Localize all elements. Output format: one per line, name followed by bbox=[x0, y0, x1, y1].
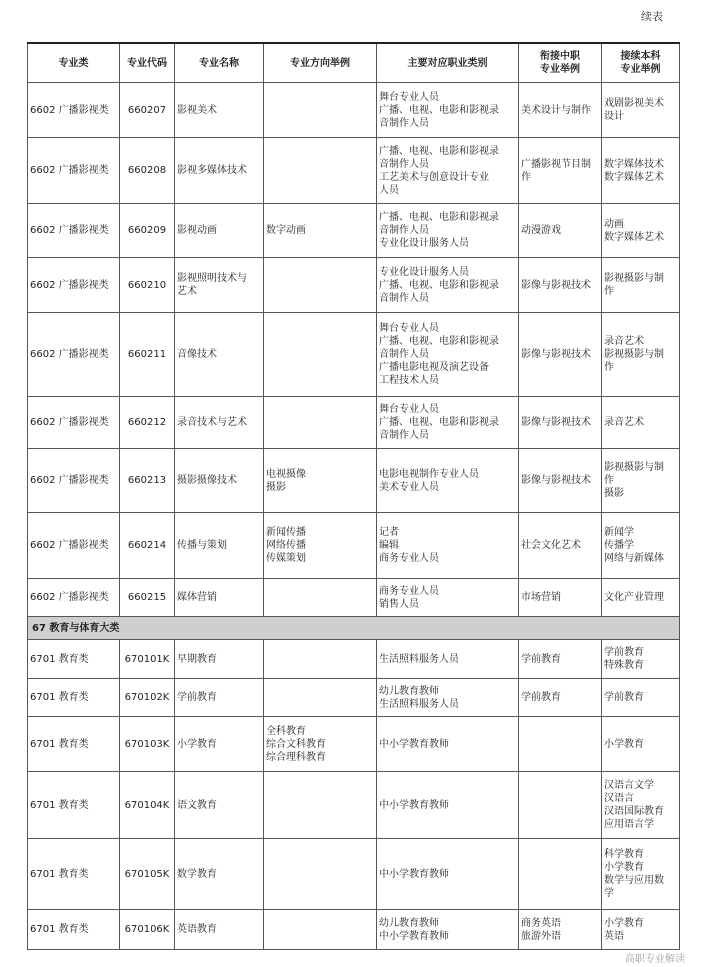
direction-cell bbox=[264, 313, 377, 397]
secondary-cell-line: 市场营销 bbox=[521, 592, 561, 603]
bachelor-cell bbox=[602, 449, 680, 513]
direction-cell bbox=[264, 449, 377, 513]
secondary-cell bbox=[519, 449, 602, 513]
bachelor-cell-line: 作 bbox=[604, 475, 614, 486]
secondary-cell bbox=[519, 513, 602, 579]
category-cell: 6602 广播影视类 bbox=[28, 449, 120, 513]
table-row bbox=[28, 204, 680, 258]
jobs-cell-line: 中小学教育教师 bbox=[379, 738, 449, 750]
code-cell: 670103K bbox=[120, 717, 175, 772]
bachelor-cell-line: 数字媒体艺术 bbox=[604, 231, 664, 243]
jobs-cell-line: 编辑 bbox=[379, 540, 399, 551]
direction-cell bbox=[264, 772, 377, 839]
bachelor-cell-line: 戏剧影视美术 bbox=[604, 98, 664, 109]
jobs-cell-line: 音制作人员 bbox=[379, 117, 429, 129]
jobs-cell-line: 舞台专业人员 bbox=[379, 91, 439, 103]
direction-cell bbox=[264, 258, 377, 313]
bachelor-cell-line: 小学教育 bbox=[604, 738, 644, 750]
jobs-cell-line: 音制作人员 bbox=[379, 430, 429, 441]
jobs-cell-line: 广播、电视、电影和影视录 bbox=[379, 104, 499, 116]
name-cell bbox=[175, 258, 264, 313]
code-cell: 660213 bbox=[120, 449, 175, 513]
table-row bbox=[28, 449, 680, 513]
bachelor-cell-line: 英语 bbox=[604, 930, 624, 942]
jobs-cell-line: 专业化设计服务人员 bbox=[379, 266, 469, 278]
bachelor-cell-line: 影视摄影与制 bbox=[604, 273, 664, 284]
jobs-cell bbox=[377, 204, 519, 258]
bachelor-cell-line: 摄影 bbox=[604, 488, 624, 499]
secondary-cell bbox=[519, 313, 602, 397]
jobs-cell-line: 中小学教育教师 bbox=[379, 868, 449, 880]
jobs-cell-line: 广播、电视、电影和影视录 bbox=[379, 212, 499, 223]
table-row bbox=[28, 640, 680, 679]
table-row bbox=[28, 83, 680, 138]
name-cell bbox=[175, 138, 264, 204]
table-row bbox=[28, 513, 680, 579]
secondary-cell-line: 学前教育 bbox=[521, 692, 561, 703]
name-cell-line: 影视多媒体技术 bbox=[177, 165, 247, 176]
jobs-cell-line: 工程技术人员 bbox=[379, 375, 439, 386]
name-cell bbox=[175, 449, 264, 513]
name-cell bbox=[175, 772, 264, 839]
jobs-cell-line: 舞台专业人员 bbox=[379, 404, 439, 415]
direction-cell-line: 新闻传播 bbox=[266, 527, 306, 538]
direction-cell bbox=[264, 83, 377, 138]
secondary-cell-line: 影像与影视技术 bbox=[521, 279, 591, 291]
direction-cell-line: 传媒策划 bbox=[266, 553, 306, 564]
name-cell-line: 录音技术与艺术 bbox=[177, 417, 247, 428]
bachelor-cell-line: 影视摄影与制 bbox=[604, 349, 664, 360]
code-cell: 660212 bbox=[120, 397, 175, 449]
jobs-cell-line: 音制作人员 bbox=[379, 349, 429, 360]
jobs-cell-line: 记者 bbox=[379, 527, 399, 538]
table-body-education bbox=[28, 640, 680, 950]
col-header-secondary-l2: 专业举例 bbox=[540, 64, 580, 75]
name-cell-line: 早期教育 bbox=[177, 653, 217, 665]
bachelor-cell-line: 小学教育 bbox=[604, 862, 644, 873]
bachelor-cell-line: 学前教育 bbox=[604, 647, 644, 658]
jobs-cell-line: 电影电视制作专业人员 bbox=[379, 468, 479, 480]
code-cell: 660214 bbox=[120, 513, 175, 579]
bachelor-cell-line: 动画 bbox=[604, 218, 624, 230]
secondary-cell bbox=[519, 204, 602, 258]
jobs-cell bbox=[377, 839, 519, 910]
code-cell: 670101K bbox=[120, 640, 175, 679]
jobs-cell-line: 生活照料服务人员 bbox=[379, 698, 459, 710]
bachelor-cell-line: 数字媒体技术 bbox=[604, 158, 664, 170]
secondary-cell-line: 影像与影视技术 bbox=[521, 417, 591, 428]
bachelor-cell bbox=[602, 679, 680, 717]
jobs-cell-line: 音制作人员 bbox=[379, 225, 429, 236]
name-cell-line: 音像技术 bbox=[177, 349, 217, 360]
name-cell bbox=[175, 513, 264, 579]
bachelor-cell-line: 应用语言学 bbox=[604, 819, 654, 830]
bachelor-cell-line: 新闻学 bbox=[604, 527, 634, 538]
bachelor-cell bbox=[602, 83, 680, 138]
table-row bbox=[28, 839, 680, 910]
jobs-cell bbox=[377, 449, 519, 513]
name-cell bbox=[175, 640, 264, 679]
category-cell: 6701 教育类 bbox=[28, 679, 120, 717]
category-cell: 6701 教育类 bbox=[28, 640, 120, 679]
bachelor-cell bbox=[602, 204, 680, 258]
direction-cell-line: 网络传播 bbox=[266, 540, 306, 551]
bachelor-cell bbox=[602, 717, 680, 772]
table-row bbox=[28, 910, 680, 950]
table-section bbox=[28, 617, 680, 640]
secondary-cell-line: 动漫游戏 bbox=[521, 225, 561, 236]
table-row bbox=[28, 579, 680, 617]
jobs-cell-line: 广播、电视、电影和影视录 bbox=[379, 145, 499, 157]
direction-cell-line: 电视摄像 bbox=[266, 468, 306, 480]
jobs-cell bbox=[377, 717, 519, 772]
table-row bbox=[28, 397, 680, 449]
name-cell bbox=[175, 910, 264, 950]
bachelor-cell-line: 传播学 bbox=[604, 540, 634, 551]
jobs-cell-line: 生活照料服务人员 bbox=[379, 653, 459, 665]
category-cell: 6602 广播影视类 bbox=[28, 204, 120, 258]
jobs-cell-line: 广播、电视、电影和影视录 bbox=[379, 279, 499, 291]
jobs-cell-line: 工艺美术与创意设计专业 bbox=[379, 171, 489, 183]
bachelor-cell bbox=[602, 138, 680, 204]
table-body-broadcast bbox=[28, 83, 680, 617]
code-cell: 670106K bbox=[120, 910, 175, 950]
code-cell: 660209 bbox=[120, 204, 175, 258]
name-cell-line: 语文教育 bbox=[177, 799, 217, 811]
table-row bbox=[28, 258, 680, 313]
secondary-cell bbox=[519, 679, 602, 717]
bachelor-cell-line: 作 bbox=[604, 286, 614, 297]
bachelor-cell-line: 学 bbox=[604, 888, 614, 899]
table-row bbox=[28, 679, 680, 717]
code-cell: 670104K bbox=[120, 772, 175, 839]
bachelor-cell bbox=[602, 313, 680, 397]
direction-cell bbox=[264, 679, 377, 717]
name-cell bbox=[175, 679, 264, 717]
direction-cell bbox=[264, 138, 377, 204]
code-cell: 660211 bbox=[120, 313, 175, 397]
category-cell: 6602 广播影视类 bbox=[28, 138, 120, 204]
direction-cell bbox=[264, 640, 377, 679]
bachelor-cell-line: 录音艺术 bbox=[604, 336, 644, 347]
secondary-cell-line: 广播影视节目制 bbox=[521, 158, 591, 170]
col-header-name: 专业名称 bbox=[175, 43, 264, 83]
secondary-cell bbox=[519, 579, 602, 617]
name-cell bbox=[175, 717, 264, 772]
name-cell-line: 影视美术 bbox=[177, 104, 217, 116]
jobs-cell bbox=[377, 910, 519, 950]
secondary-cell bbox=[519, 397, 602, 449]
bachelor-cell bbox=[602, 640, 680, 679]
name-cell bbox=[175, 204, 264, 258]
direction-cell bbox=[264, 513, 377, 579]
jobs-cell-line: 舞台专业人员 bbox=[379, 323, 439, 334]
code-cell: 670105K bbox=[120, 839, 175, 910]
jobs-cell-line: 幼儿教育教师 bbox=[379, 917, 439, 929]
name-cell-line: 影视动画 bbox=[177, 225, 217, 236]
secondary-cell-line: 学前教育 bbox=[521, 653, 561, 665]
secondary-cell bbox=[519, 910, 602, 950]
code-cell: 660207 bbox=[120, 83, 175, 138]
direction-cell-line: 数字动画 bbox=[266, 225, 306, 236]
direction-cell bbox=[264, 910, 377, 950]
secondary-cell bbox=[519, 83, 602, 138]
secondary-cell bbox=[519, 717, 602, 772]
secondary-cell-line: 影像与影视技术 bbox=[521, 475, 591, 486]
jobs-cell-line: 音制作人员 bbox=[379, 158, 429, 170]
name-cell-line: 摄影摄像技术 bbox=[177, 475, 237, 486]
name-cell-line: 媒体营销 bbox=[177, 592, 217, 603]
bachelor-cell-line: 特殊教育 bbox=[604, 660, 644, 671]
col-header-code: 专业代码 bbox=[120, 43, 175, 83]
secondary-cell-line: 商务英语 bbox=[521, 917, 561, 929]
bachelor-cell bbox=[602, 579, 680, 617]
category-cell: 6602 广播影视类 bbox=[28, 579, 120, 617]
table-header-row bbox=[28, 43, 680, 83]
name-cell-line: 传播与策划 bbox=[177, 540, 227, 551]
name-cell bbox=[175, 313, 264, 397]
secondary-cell bbox=[519, 258, 602, 313]
code-cell: 660208 bbox=[120, 138, 175, 204]
jobs-cell-line: 商务专业人员 bbox=[379, 585, 439, 597]
bachelor-cell-line: 小学教育 bbox=[604, 917, 644, 929]
secondary-cell bbox=[519, 839, 602, 910]
jobs-cell-line: 人员 bbox=[379, 184, 399, 196]
jobs-cell bbox=[377, 83, 519, 138]
direction-cell-line: 综合理科教育 bbox=[266, 751, 326, 763]
secondary-cell-line: 旅游外语 bbox=[521, 930, 561, 942]
jobs-cell-line: 中小学教育教师 bbox=[379, 799, 449, 811]
direction-cell bbox=[264, 397, 377, 449]
jobs-cell bbox=[377, 513, 519, 579]
category-cell: 6602 广播影视类 bbox=[28, 313, 120, 397]
name-cell-line: 数学教育 bbox=[177, 868, 217, 880]
category-cell: 6602 广播影视类 bbox=[28, 83, 120, 138]
bachelor-cell-line: 作 bbox=[604, 362, 614, 373]
code-cell: 670102K bbox=[120, 679, 175, 717]
jobs-cell-line: 销售人员 bbox=[379, 598, 419, 610]
continued-label: 续表 bbox=[641, 10, 663, 23]
direction-cell bbox=[264, 717, 377, 772]
bachelor-cell-line: 文化产业管理 bbox=[604, 592, 664, 603]
bachelor-cell-line: 数字媒体艺术 bbox=[604, 171, 664, 183]
name-cell-line: 艺术 bbox=[177, 286, 197, 297]
name-cell-line: 小学教育 bbox=[177, 738, 217, 750]
bachelor-cell-line: 科学教育 bbox=[604, 849, 644, 860]
jobs-cell-line: 广播、电视、电影和影视录 bbox=[379, 417, 499, 428]
name-cell-line: 英语教育 bbox=[177, 924, 217, 935]
col-header-bachelor-l2: 专业举例 bbox=[620, 64, 661, 75]
bachelor-cell bbox=[602, 772, 680, 839]
jobs-cell-line: 美术专业人员 bbox=[379, 481, 439, 493]
name-cell bbox=[175, 839, 264, 910]
secondary-cell-line: 影像与影视技术 bbox=[521, 349, 591, 360]
direction-cell bbox=[264, 839, 377, 910]
bachelor-cell-line: 影视摄影与制 bbox=[604, 462, 664, 473]
code-cell: 660215 bbox=[120, 579, 175, 617]
secondary-cell-line: 社会文化艺术 bbox=[521, 540, 581, 551]
section-row bbox=[28, 617, 680, 640]
col-header-jobs: 主要对应职业类别 bbox=[377, 43, 519, 83]
category-cell: 6701 教育类 bbox=[28, 910, 120, 950]
bachelor-cell bbox=[602, 839, 680, 910]
bachelor-cell-line: 网络与新媒体 bbox=[604, 553, 664, 564]
bachelor-cell bbox=[602, 910, 680, 950]
jobs-cell-line: 广播、电视、电影和影视录 bbox=[379, 336, 499, 347]
name-cell bbox=[175, 397, 264, 449]
bachelor-cell bbox=[602, 258, 680, 313]
direction-cell-line: 全科教育 bbox=[266, 725, 306, 737]
jobs-cell bbox=[377, 397, 519, 449]
table-row bbox=[28, 772, 680, 839]
direction-cell bbox=[264, 204, 377, 258]
category-cell: 6602 广播影视类 bbox=[28, 397, 120, 449]
bachelor-cell-line: 数学与应用数 bbox=[604, 875, 664, 886]
bachelor-cell-line: 汉语言 bbox=[604, 793, 634, 804]
jobs-cell bbox=[377, 313, 519, 397]
major-catalog-table bbox=[27, 42, 680, 950]
name-cell bbox=[175, 83, 264, 138]
jobs-cell-line: 广播电影电视及演艺设备 bbox=[379, 362, 489, 373]
secondary-cell bbox=[519, 772, 602, 839]
bachelor-cell-line: 汉语言文学 bbox=[604, 780, 654, 791]
bachelor-cell-line: 录音艺术 bbox=[604, 417, 644, 428]
col-header-bachelor bbox=[602, 43, 680, 83]
jobs-cell bbox=[377, 579, 519, 617]
jobs-cell bbox=[377, 640, 519, 679]
secondary-cell bbox=[519, 138, 602, 204]
col-header-category: 专业类 bbox=[28, 43, 120, 83]
watermark: 高职专业解读 bbox=[625, 954, 685, 965]
table-row bbox=[28, 313, 680, 397]
name-cell bbox=[175, 579, 264, 617]
name-cell-line: 影视照明技术与 bbox=[177, 273, 247, 284]
col-header-secondary-l1: 衔接中职 bbox=[540, 51, 580, 62]
jobs-cell bbox=[377, 772, 519, 839]
jobs-cell-line: 中小学教育教师 bbox=[379, 930, 449, 942]
jobs-cell bbox=[377, 258, 519, 313]
bachelor-cell bbox=[602, 513, 680, 579]
category-cell: 6602 广播影视类 bbox=[28, 258, 120, 313]
secondary-cell bbox=[519, 640, 602, 679]
jobs-cell bbox=[377, 679, 519, 717]
name-cell-line: 学前教育 bbox=[177, 692, 217, 703]
secondary-cell-line: 作 bbox=[521, 171, 531, 183]
table-row bbox=[28, 138, 680, 204]
col-header-direction: 专业方向举例 bbox=[264, 43, 377, 83]
bachelor-cell-line: 学前教育 bbox=[604, 692, 644, 703]
category-cell: 6701 教育类 bbox=[28, 772, 120, 839]
code-cell: 660210 bbox=[120, 258, 175, 313]
category-cell: 6701 教育类 bbox=[28, 717, 120, 772]
table-row bbox=[28, 717, 680, 772]
direction-cell bbox=[264, 579, 377, 617]
bachelor-cell bbox=[602, 397, 680, 449]
jobs-cell-line: 专业化设计服务人员 bbox=[379, 238, 469, 249]
category-cell: 6701 教育类 bbox=[28, 839, 120, 910]
direction-cell-line: 摄影 bbox=[266, 481, 286, 493]
section-title: 67 教育与体育大类 bbox=[28, 617, 680, 640]
jobs-cell bbox=[377, 138, 519, 204]
bachelor-cell-line: 汉语国际教育 bbox=[604, 806, 664, 817]
direction-cell-line: 综合文科教育 bbox=[266, 738, 326, 750]
jobs-cell-line: 商务专业人员 bbox=[379, 553, 439, 564]
jobs-cell-line: 幼儿教育教师 bbox=[379, 685, 439, 697]
col-header-bachelor-l1: 接续本科 bbox=[620, 51, 661, 62]
col-header-secondary bbox=[519, 43, 602, 83]
jobs-cell-line: 音制作人员 bbox=[379, 292, 429, 304]
category-cell: 6602 广播影视类 bbox=[28, 513, 120, 579]
secondary-cell-line: 美术设计与制作 bbox=[521, 104, 591, 116]
bachelor-cell-line: 设计 bbox=[604, 111, 624, 122]
